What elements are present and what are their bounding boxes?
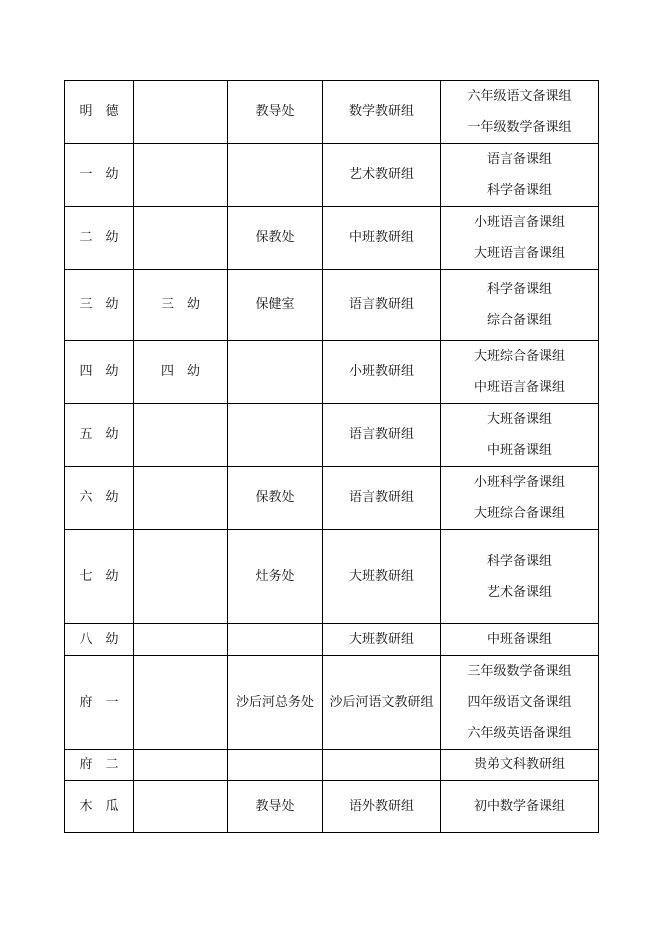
office-cell (228, 624, 323, 656)
school-cell: 七 幼 (65, 530, 134, 624)
office-cell (228, 144, 323, 207)
school-cell: 府 一 (65, 656, 134, 750)
table-row (65, 656, 599, 750)
sub-school-cell (134, 624, 228, 656)
school-cell: 六 幼 (65, 467, 134, 530)
lesson-team: 中班备课组 (486, 443, 552, 458)
lesson-team: 大班综合备课组 (473, 506, 565, 521)
lesson-team: 语言备课组 (486, 152, 552, 167)
research-group-cell: 沙后河语文教研组 (323, 656, 441, 750)
office-cell: 保健室 (228, 270, 323, 341)
lesson-team-cell (441, 341, 599, 404)
table-row (65, 624, 599, 656)
school-cell: 四 幼 (65, 341, 134, 404)
office-cell: 教导处 (228, 81, 323, 144)
research-group-cell: 中班教研组 (323, 207, 441, 270)
lesson-team-cell (441, 404, 599, 467)
lesson-team: 小班科学备课组 (473, 475, 565, 490)
school-group-table (64, 80, 599, 833)
table-row (65, 207, 599, 270)
school-cell: 明 德 (65, 81, 134, 144)
office-cell: 教导处 (228, 781, 323, 833)
school-cell: 三 幼 (65, 270, 134, 341)
lesson-team: 大班备课组 (486, 412, 552, 427)
lesson-team: 小班语言备课组 (473, 215, 565, 230)
table-row (65, 270, 599, 341)
lesson-team: 科学备课组 (486, 282, 552, 297)
lesson-team: 科学备课组 (486, 183, 552, 198)
table-row (65, 341, 599, 404)
office-cell: 保教处 (228, 467, 323, 530)
research-group-cell: 艺术教研组 (323, 144, 441, 207)
lesson-team-cell (441, 207, 599, 270)
sub-school-cell (134, 467, 228, 530)
lesson-team-cell: 中班备课组 (441, 624, 599, 656)
office-cell (228, 750, 323, 781)
table-row (65, 781, 599, 833)
table-row (65, 404, 599, 467)
school-cell: 八 幼 (65, 624, 134, 656)
lesson-team-cell (441, 467, 599, 530)
sub-school-cell: 四 幼 (134, 341, 228, 404)
lesson-team: 综合备课组 (486, 313, 552, 328)
lesson-team: 大班综合备课组 (473, 349, 565, 364)
research-group-cell: 语言教研组 (323, 270, 441, 341)
lesson-team-cell (441, 144, 599, 207)
sub-school-cell: 三 幼 (134, 270, 228, 341)
research-group-cell: 数学教研组 (323, 81, 441, 144)
office-cell: 沙后河总务处 (228, 656, 323, 750)
lesson-team-cell (441, 656, 599, 750)
lesson-team-cell (441, 270, 599, 341)
lesson-team: 六年级语文备课组 (467, 89, 572, 104)
lesson-team-cell: 贵弟文科教研组 (441, 750, 599, 781)
sub-school-cell (134, 656, 228, 750)
sub-school-cell (134, 530, 228, 624)
office-cell: 灶务处 (228, 530, 323, 624)
lesson-team: 三年级数学备课组 (467, 664, 572, 679)
lesson-team: 大班语言备课组 (473, 246, 565, 261)
office-cell (228, 341, 323, 404)
school-cell: 木 瓜 (65, 781, 134, 833)
lesson-team: 中班语言备课组 (473, 380, 565, 395)
table-row (65, 530, 599, 624)
sub-school-cell (134, 81, 228, 144)
table-row (65, 144, 599, 207)
research-group-cell: 大班教研组 (323, 530, 441, 624)
sub-school-cell (134, 750, 228, 781)
sub-school-cell (134, 404, 228, 467)
lesson-team: 艺术备课组 (486, 584, 552, 600)
sub-school-cell (134, 207, 228, 270)
school-cell: 五 幼 (65, 404, 134, 467)
lesson-team-cell (441, 81, 599, 144)
office-cell (228, 404, 323, 467)
school-cell: 府 二 (65, 750, 134, 781)
school-cell: 一 幼 (65, 144, 134, 207)
research-group-cell: 语言教研组 (323, 404, 441, 467)
lesson-team: 科学备课组 (486, 553, 552, 569)
lesson-team: 四年级语文备课组 (467, 695, 572, 710)
office-cell: 保教处 (228, 207, 323, 270)
research-group-cell (323, 750, 441, 781)
research-group-cell: 语言教研组 (323, 467, 441, 530)
sub-school-cell (134, 144, 228, 207)
research-group-cell: 小班教研组 (323, 341, 441, 404)
research-group-cell: 语外教研组 (323, 781, 441, 833)
school-cell: 二 幼 (65, 207, 134, 270)
lesson-team-cell (441, 530, 599, 624)
lesson-team: 六年级英语备课组 (467, 726, 572, 741)
sub-school-cell (134, 781, 228, 833)
table-row (65, 750, 599, 781)
table-row (65, 81, 599, 144)
lesson-team-cell: 初中数学备课组 (441, 781, 599, 833)
research-group-cell: 大班教研组 (323, 624, 441, 656)
lesson-team: 一年级数学备课组 (467, 120, 572, 135)
table-row (65, 467, 599, 530)
